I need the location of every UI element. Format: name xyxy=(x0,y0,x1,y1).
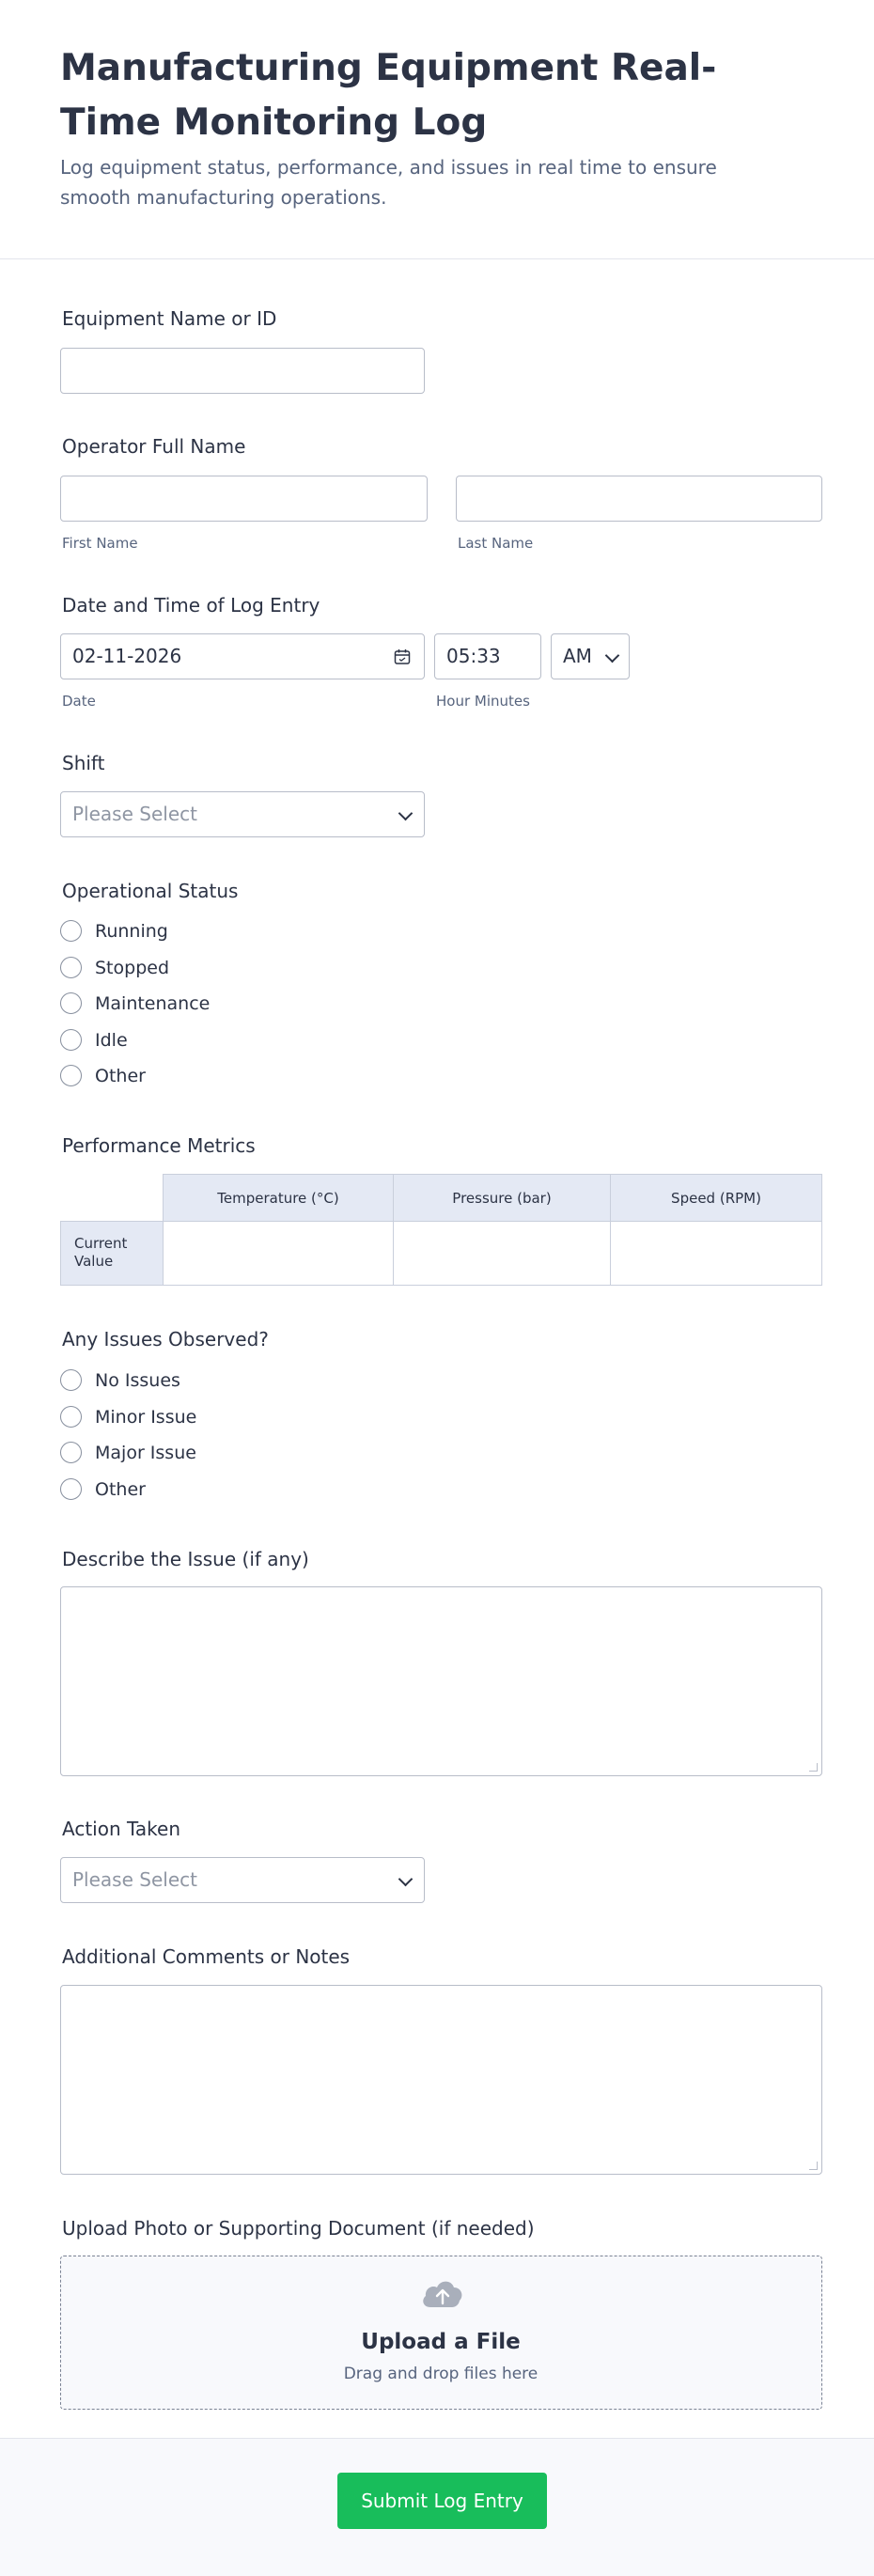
ampm-select[interactable] xyxy=(551,633,630,679)
datetime-label: Date and Time of Log Entry xyxy=(62,594,320,617)
radio-button[interactable] xyxy=(60,1065,82,1086)
equipment-input[interactable] xyxy=(60,348,425,394)
first-name-sublabel: First Name xyxy=(62,535,138,552)
submit-button[interactable]: Submit Log Entry xyxy=(337,2473,547,2529)
cloud-upload-icon xyxy=(419,2275,466,2313)
comments-textarea[interactable] xyxy=(60,1985,822,2175)
operator-label: Operator Full Name xyxy=(62,435,246,458)
shift-select[interactable] xyxy=(60,791,425,837)
radio-label: No Issues xyxy=(95,1370,180,1391)
radio-label: Running xyxy=(95,921,168,942)
page-subtitle: Log equipment status, performance, and issues in real time to ensure smooth manufacturing operations. xyxy=(60,156,717,209)
calendar-icon[interactable] xyxy=(394,648,411,665)
time-sublabel: Hour Minutes xyxy=(436,693,530,710)
upload-dropzone[interactable] xyxy=(60,2256,822,2410)
shift-label: Shift xyxy=(62,752,105,774)
time-value: 05:33 xyxy=(446,645,501,667)
equipment-label: Equipment Name or ID xyxy=(62,307,277,330)
action-placeholder: Please Select xyxy=(72,1868,197,1891)
chevron-down-icon xyxy=(605,648,620,664)
radio-label: Idle xyxy=(95,1030,128,1051)
metrics-col-temperature: Temperature (°C) xyxy=(163,1174,394,1222)
radio-button[interactable] xyxy=(60,957,82,978)
radio-label: Stopped xyxy=(95,958,170,978)
metrics-col-pressure: Pressure (bar) xyxy=(393,1174,611,1222)
resize-handle-icon[interactable] xyxy=(809,2162,818,2170)
describe-textarea[interactable] xyxy=(60,1586,822,1776)
ampm-value: AM xyxy=(563,645,592,667)
last-name-sublabel: Last Name xyxy=(458,535,534,552)
date-sublabel: Date xyxy=(62,693,96,710)
first-name-input[interactable] xyxy=(60,476,428,522)
metrics-label: Performance Metrics xyxy=(62,1134,256,1157)
radio-button[interactable] xyxy=(60,1369,82,1391)
metrics-temperature-input[interactable] xyxy=(163,1221,394,1286)
action-select[interactable] xyxy=(60,1857,425,1903)
radio-button[interactable] xyxy=(60,1442,82,1463)
radio-button[interactable] xyxy=(60,992,82,1014)
date-value: 02-11-2026 xyxy=(72,645,182,667)
radio-label: Maintenance xyxy=(95,993,211,1014)
upload-label: Upload Photo or Supporting Document (if needed) xyxy=(62,2217,535,2240)
upload-hint: Drag and drop files here xyxy=(343,2365,538,2383)
chevron-down-icon xyxy=(398,806,414,821)
metrics-row-label: Current Value xyxy=(60,1221,164,1286)
radio-label: Other xyxy=(95,1066,146,1086)
time-input[interactable] xyxy=(434,633,541,679)
metrics-pressure-input[interactable] xyxy=(393,1221,611,1286)
last-name-input[interactable] xyxy=(456,476,822,522)
metrics-speed-input[interactable] xyxy=(610,1221,822,1286)
radio-label: Major Issue xyxy=(95,1443,196,1463)
resize-handle-icon[interactable] xyxy=(809,1763,818,1772)
issues-label: Any Issues Observed? xyxy=(62,1328,269,1350)
date-input[interactable] xyxy=(60,633,425,679)
form-footer xyxy=(0,2438,874,2576)
comments-label: Additional Comments or Notes xyxy=(62,1945,351,1968)
radio-label: Other xyxy=(95,1479,146,1500)
action-label: Action Taken xyxy=(62,1818,181,1840)
describe-label: Describe the Issue (if any) xyxy=(62,1548,309,1570)
radio-button[interactable] xyxy=(60,1029,82,1051)
shift-placeholder: Please Select xyxy=(72,803,197,825)
upload-title: Upload a File xyxy=(361,2330,521,2354)
radio-button[interactable] xyxy=(60,920,82,942)
status-label: Operational Status xyxy=(62,880,239,902)
metrics-col-speed: Speed (RPM) xyxy=(610,1174,822,1222)
radio-button[interactable] xyxy=(60,1478,82,1500)
radio-label: Minor Issue xyxy=(95,1407,197,1428)
radio-button[interactable] xyxy=(60,1406,82,1428)
page-title: Manufacturing Equipment Real-Time Monitoring Log xyxy=(60,47,717,144)
form-header xyxy=(0,0,874,259)
chevron-down-icon xyxy=(398,1872,414,1887)
